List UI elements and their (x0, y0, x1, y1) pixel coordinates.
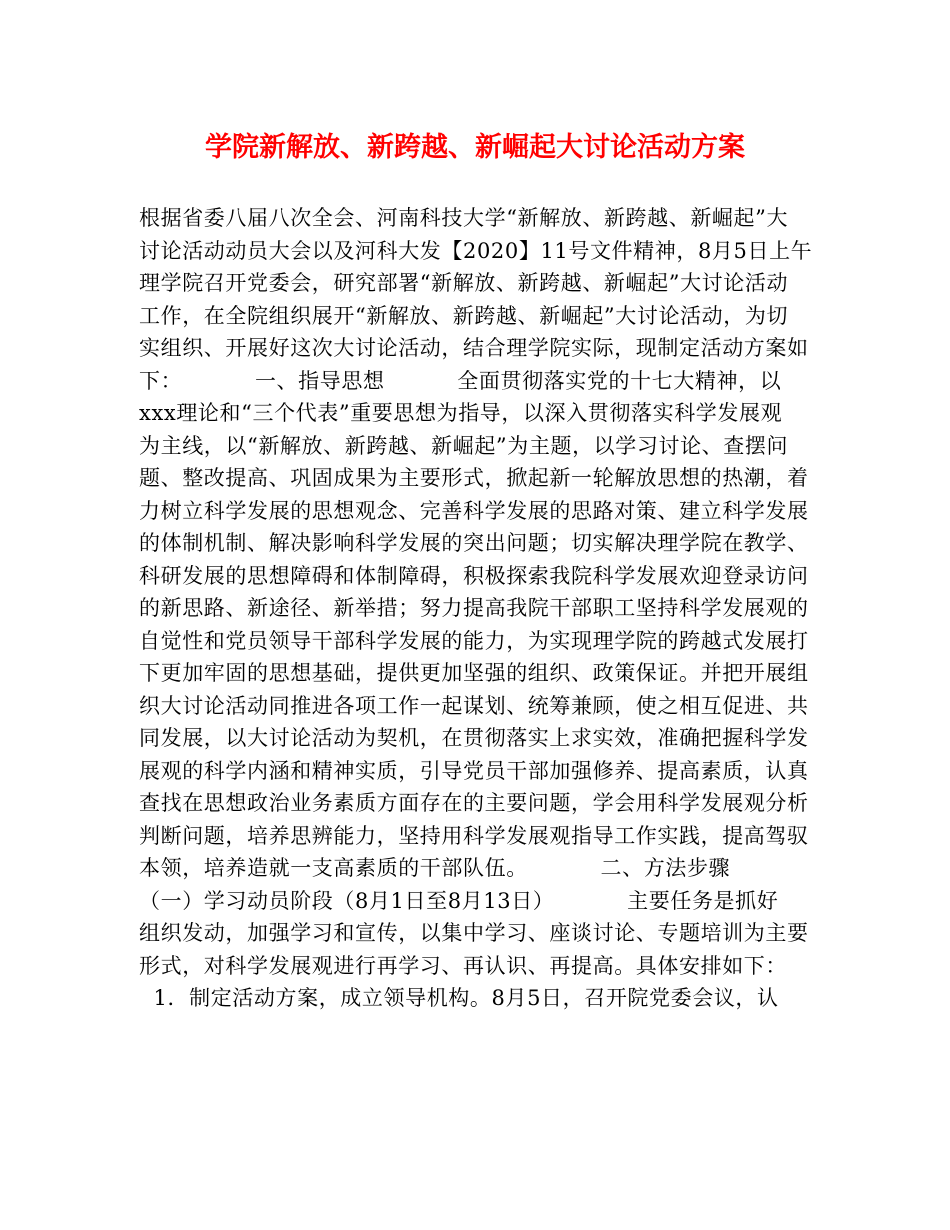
body-text-line: 组织发动，加强学习和宣传，以集中学习、座谈讨论、专题培训为主要 (139, 921, 809, 945)
body-text-line: 织大讨论活动同推进各项工作一起谋划、统筹兼顾，使之相互促进、共 (139, 693, 809, 718)
body-text-line: 自觉性和党员领导干部科学发展的能力，为实现理学院的跨越式发展打 (139, 628, 809, 653)
body-text-line: 为主线，以“新解放、新跨越、新崛起”为主题，以学习讨论、查摆问 (139, 433, 789, 458)
body-text-line: （一）学习动员阶段（8月1日至8月13日） 主要任务是抓好 (139, 888, 779, 913)
body-text-line: 题、整改提高、巩固成果为主要形式，掀起新一轮解放思想的热潮，着 (139, 466, 809, 490)
body-text-line: 讨论活动动员大会以及河科大发【2020】11号文件精神，8月5日上午 (139, 238, 813, 263)
body-text-line: 展观的科学内涵和精神实质，引导党员干部加强修养、提高素质，认真 (139, 758, 809, 783)
body-text-line: 同发展，以大讨论活动为契机，在贯彻落实上求实效，准确把握科学发 (139, 726, 809, 750)
body-text-line: 理学院召开党委会，研究部署“新解放、新跨越、新崛起”大讨论活动 (139, 271, 789, 295)
body-text-line: 实组织、开展好这次大讨论活动，结合理学院实际，现制定活动方案如 (139, 336, 809, 360)
body-text-line: 判断问题，培养思辨能力，坚持用科学发展观指导工作实践，提高驾驭 (139, 823, 809, 848)
document-title: 学院新解放、新跨越、新崛起大讨论活动方案 (205, 132, 745, 163)
body-text-line: 的新思路、新途径、新举措；努力提高我院干部职工坚持科学发展观的 (139, 596, 809, 620)
body-text-line: 下更加牢固的思想基础，提供更加坚强的组织、政策保证。并把开展组 (139, 661, 809, 685)
body-text-line: 科研发展的思想障碍和体制障碍，积极探索我院科学发展欢迎登录访问 (139, 563, 809, 588)
body-text-line: 1．制定活动方案，成立领导机构。8月5日，召开院党委会议，认 (139, 986, 779, 1010)
body-text-line: xxx理论和“三个代表”重要思想为指导，以深入贯彻落实科学发展观 (139, 401, 783, 425)
body-text-line: 工作，在全院组织展开“新解放、新跨越、新崛起”大讨论活动，为切 (139, 303, 789, 328)
body-text-line: 力树立科学发展的思想观念、完善科学发展的思路对策、建立科学发展 (139, 498, 809, 523)
body-text-line: 的体制机制、解决影响科学发展的突出问题；切实解决理学院在教学、 (139, 531, 809, 555)
body-text-line: 本领，培养造就一支高素质的干部队伍。 二、方法步骤 (139, 856, 731, 880)
body-text-line: 根据省委八届八次全会、河南科技大学“新解放、新跨越、新崛起”大 (139, 206, 789, 230)
body-text-line: 形式，对科学发展观进行再学习、再认识、再提高。具体安排如下： (139, 953, 787, 978)
body-text-line: 查找在思想政治业务素质方面存在的主要问题，学会用科学发展观分析 (139, 791, 809, 815)
body-text-line: 下： 一、指导思想 全面贯彻落实党的十七大精神，以 (139, 368, 782, 393)
